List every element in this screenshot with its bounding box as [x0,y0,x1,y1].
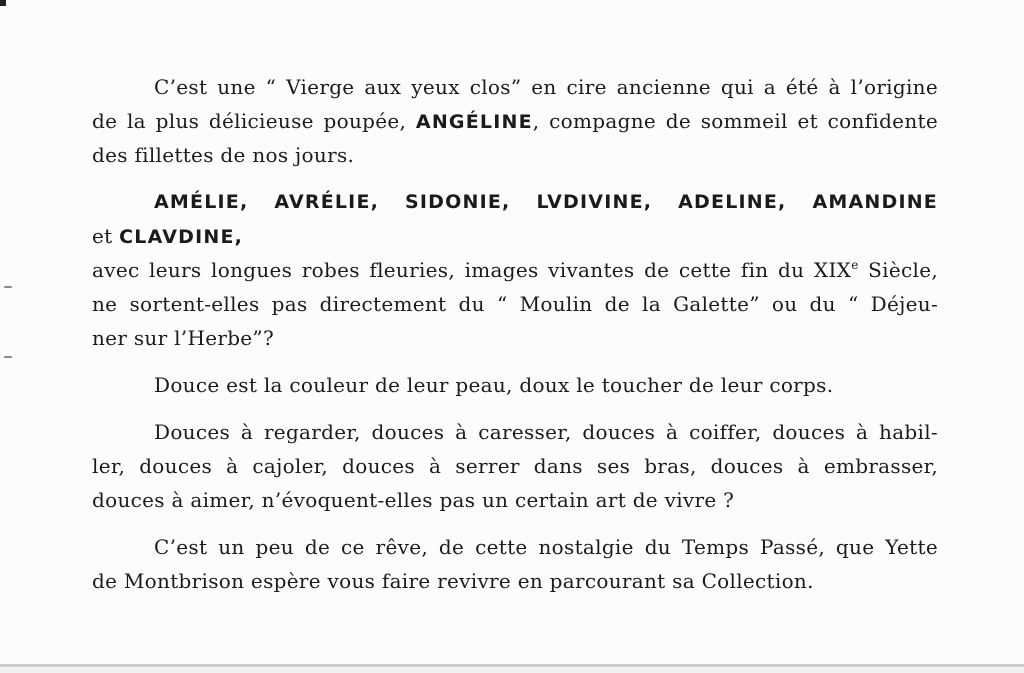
text-line: ler, douces à cajoler, douces à serrer dans ses bras, douces à embrasser, [92,454,938,478]
text-line: des fillettes de nos jours. [92,143,355,167]
text-line: Douce est la couleur de leur peau, doux le toucher de leur corps. [154,373,834,397]
text-line: C’est une “ Vierge aux yeux clos” en cire ancienne qui a été à l’origine [154,75,938,99]
page-bottom-margin [0,667,1024,673]
paragraph-2 [92,185,938,355]
text-span: avec leurs longues robes fleuries, images vivantes de cette fin du XIX [92,258,852,282]
text-line: C’est un peu de ce rêve, de cette nostalgie du Temps Passé, que Yette [154,535,938,559]
paragraph-1 [92,70,938,172]
text-span: et [92,224,113,248]
text-line: Douces à regarder, douces à caresser, douces à coiffer, douces à habil- [154,420,938,444]
text-line: douces à aimer, n’évoquent-elles pas un certain art de vivre ? [92,488,735,512]
paragraph-5 [92,530,938,598]
scan-speck [4,356,12,358]
paragraph-3 [92,368,938,402]
text-span: , compagne de sommeil et confidente [532,109,938,133]
scan-speck [4,286,12,288]
text-line [92,253,938,287]
text-line: ne sortent-elles pas directement du “ Moulin de la Galette” ou du “ Déjeu- [92,292,938,316]
paragraph-4 [92,415,938,517]
text-span: de la plus délicieuse poupée, [92,109,407,133]
text-line [92,104,938,138]
body-text [92,70,938,598]
text-line: ner sur l’Herbe”? [92,326,274,350]
corner-mark [0,0,6,6]
superscript: e [851,258,859,272]
doll-names-line: AMÉLIE, AVRÉLIE, SIDONIE, LVDIVINE, ADELINE, AMANDINE [154,191,938,213]
text-span: Siècle, [858,258,938,282]
doll-name-angeline: ANGÉLINE [415,111,533,133]
doll-name-claudine: CLAVDINE, [119,226,244,248]
text-line [92,219,938,253]
text-line: de Montbrison espère vous faire revivre en parcourant sa Collection. [92,569,814,593]
